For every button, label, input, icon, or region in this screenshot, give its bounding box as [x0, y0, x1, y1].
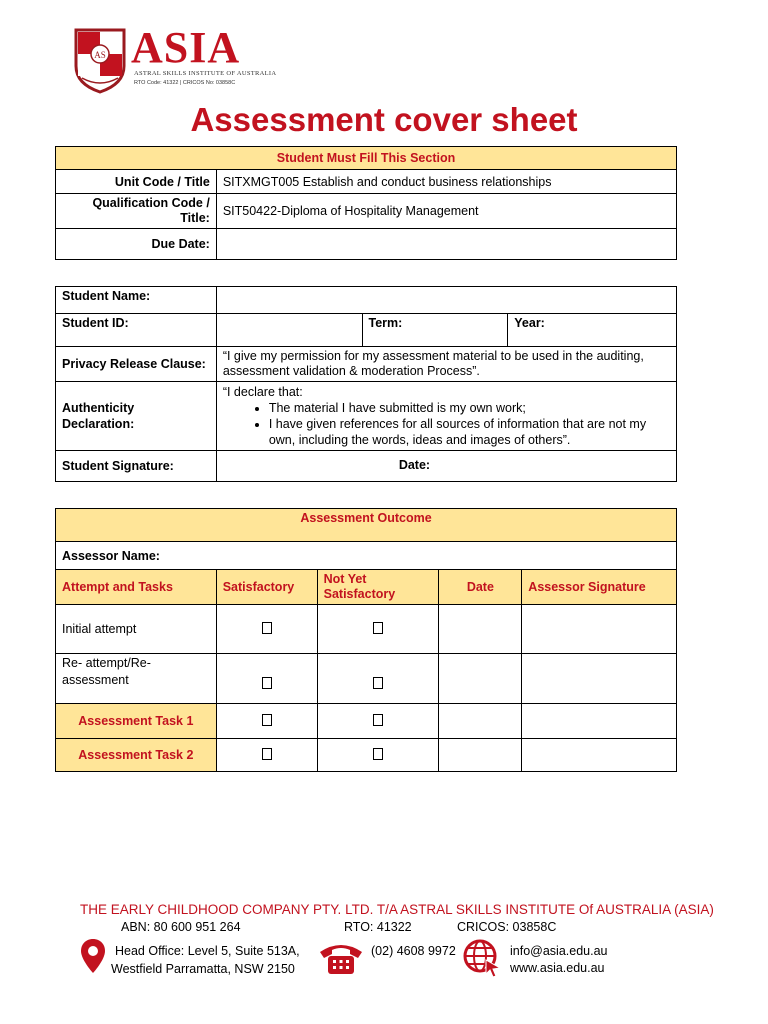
satisfactory-checkbox[interactable] [262, 714, 272, 726]
satisfactory-checkbox[interactable] [262, 748, 272, 760]
signature-date-cell[interactable] [216, 451, 676, 482]
declaration-item: • I have given references for all sources of information that are not my own, including the words, ideas and images of others”. [269, 416, 670, 448]
date-cell[interactable] [439, 739, 522, 772]
crest-icon [74, 28, 126, 94]
assessor-name-label[interactable]: Assessor Name: [56, 542, 677, 570]
declaration-intro: “I declare that: [222, 385, 303, 399]
location-pin-icon [80, 938, 106, 974]
qualification-value[interactable]: SIT50422-Diploma of Hospitality Management [216, 194, 676, 229]
not-yet-checkbox[interactable] [373, 622, 383, 634]
date-cell[interactable] [439, 605, 522, 654]
institute-logo [74, 23, 277, 96]
svg-text:AS: AS [94, 50, 106, 60]
page-title: Assessment cover sheet [190, 101, 578, 138]
column-header-signature: Assessor Signature [522, 570, 677, 605]
declaration-item: • The material I have submitted is my own work; [269, 400, 670, 416]
satisfactory-checkbox[interactable] [262, 677, 272, 689]
logo-codes: RTO Code: 41322 | CRICOS No: 03858C [134, 80, 236, 86]
student-id-label: Student ID: [56, 314, 217, 347]
date-cell[interactable] [439, 654, 522, 704]
unit-details-table [55, 146, 677, 260]
authenticity-label [56, 382, 217, 451]
footer-company-name: THE EARLY CHILDHOOD COMPANY PTY. LTD. T/A ASTRAL SKILLS INSTITUTE Of AUSTRALIA (ASIA) [80, 902, 714, 917]
column-header-date: Date [439, 570, 522, 605]
footer-rto: RTO: 41322 [344, 920, 412, 934]
row-label: Assessment Task 1 [56, 704, 217, 739]
globe-icon [462, 938, 502, 978]
column-header-not-yet: Not Yet Satisfactory [317, 570, 439, 605]
due-date-label: Due Date: [56, 229, 217, 260]
privacy-clause-text: “I give my permission for my assessment material to be used in the auditing, assessment validation & moderation Process”. [216, 347, 676, 382]
footer-cricos: CRICOS: 03858C [457, 920, 557, 934]
term-label[interactable]: Term: [362, 314, 508, 347]
date-cell[interactable] [439, 704, 522, 739]
telephone-icon [318, 940, 364, 976]
date-label: Date: [398, 458, 431, 472]
logo-subtitle: ASTRAL SKILLS INSTITUTE OF AUSTRALIA [134, 70, 277, 77]
footer-email[interactable]: info@asia.edu.au [510, 944, 608, 958]
table-row [56, 739, 677, 772]
footer-abn: ABN: 80 600 951 264 [121, 920, 241, 934]
column-header-satisfactory: Satisfactory [216, 570, 317, 605]
row-label: Assessment Task 2 [56, 739, 217, 772]
authenticity-declaration [216, 382, 676, 451]
due-date-field[interactable] [216, 229, 676, 260]
student-name-label: Student Name: [56, 287, 217, 314]
outcome-table-heading: Assessment Outcome [56, 509, 677, 542]
qualification-label [56, 194, 217, 229]
year-label[interactable]: Year: [508, 314, 677, 347]
authenticity-label-line1: Authenticity [62, 401, 135, 415]
authenticity-label-line2: Declaration: [62, 417, 135, 431]
unit-table-heading: Student Must Fill This Section [56, 147, 677, 170]
table-row [56, 605, 677, 654]
table-row [56, 704, 677, 739]
unit-code-label: Unit Code / Title [56, 170, 217, 194]
student-details-table [55, 286, 677, 482]
signature-cell[interactable] [522, 654, 677, 704]
student-id-field[interactable] [216, 314, 362, 347]
assessment-outcome-table [55, 508, 677, 772]
signature-cell[interactable] [522, 739, 677, 772]
not-yet-checkbox[interactable] [373, 677, 383, 689]
student-signature-label: Student Signature: [56, 451, 217, 482]
row-label: Initial attempt [56, 605, 217, 654]
privacy-clause-label: Privacy Release Clause: [56, 347, 217, 382]
table-row [56, 654, 677, 704]
satisfactory-checkbox[interactable] [262, 622, 272, 634]
declaration-list [223, 400, 670, 448]
column-header-attempt: Attempt and Tasks [56, 570, 217, 605]
qualification-label-line2: Title: [180, 211, 210, 225]
signature-cell[interactable] [522, 704, 677, 739]
signature-cell[interactable] [522, 605, 677, 654]
student-name-field[interactable] [216, 287, 676, 314]
footer-phone: (02) 4608 9972 [371, 944, 456, 958]
logo-wordmark: ASIA [131, 23, 241, 72]
not-yet-checkbox[interactable] [373, 748, 383, 760]
footer-office-line2: Westfield Parramatta, NSW 2150 [111, 962, 295, 976]
row-label: Re- attempt/Re-assessment [56, 654, 217, 704]
qualification-label-line1: Qualification Code / [92, 196, 210, 210]
footer-website[interactable]: www.asia.edu.au [510, 961, 605, 975]
footer-office-line1: Head Office: Level 5, Suite 513A, [115, 944, 300, 958]
unit-code-value[interactable]: SITXMGT005 Establish and conduct business relationships [216, 170, 676, 194]
not-yet-checkbox[interactable] [373, 714, 383, 726]
